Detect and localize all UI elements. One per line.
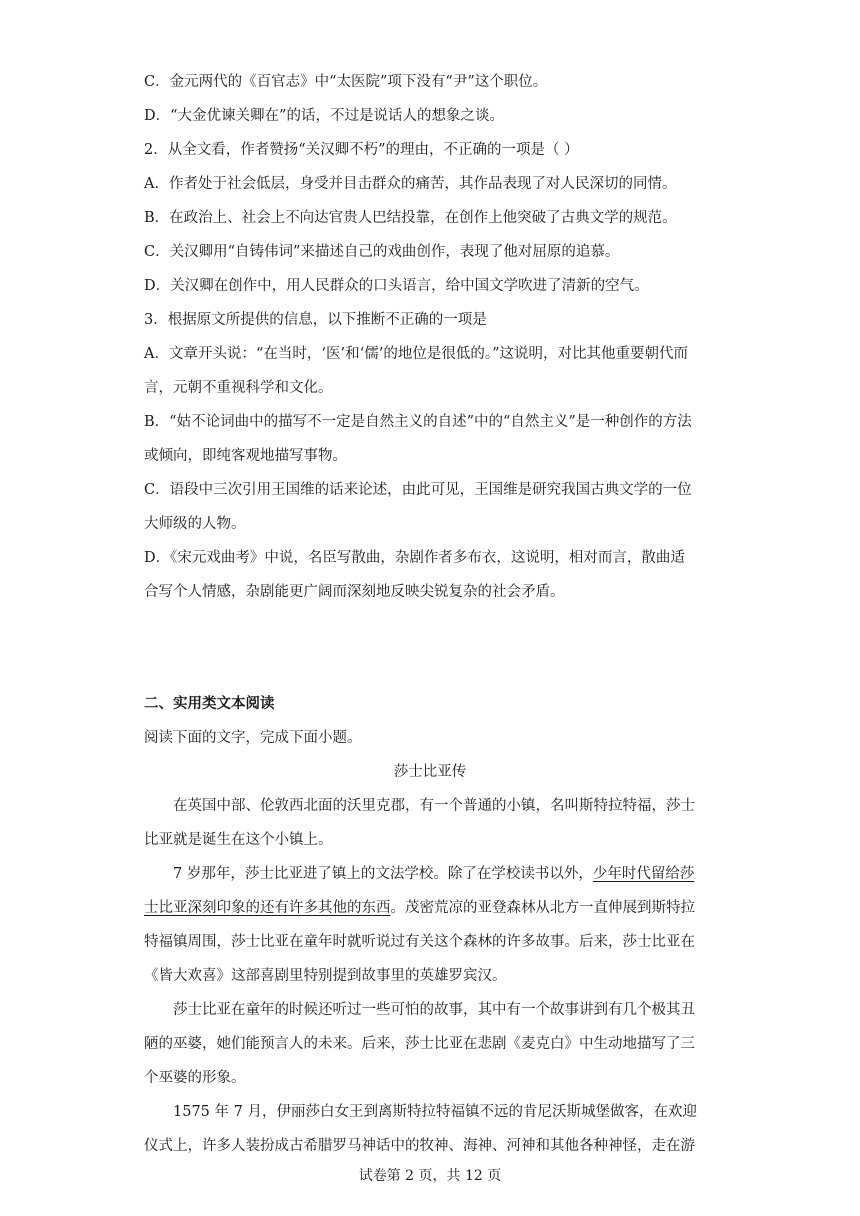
q3-option-d-line1: D．《宋元戏曲考》中说，名臣写散曲，杂剧作者多布衣，这说明，相对而言，散曲适 bbox=[144, 550, 685, 566]
paragraph-4-line1: 1575 年 7 月，伊丽莎白女王到离斯特拉特福镇不远的肯尼沃斯城堡做客，在欢迎 bbox=[173, 1104, 697, 1120]
q2-option-c: C．关汉卿用“自铸伟词”来描述自己的戏曲创作，表现了他对屈原的追慕。 bbox=[144, 244, 620, 260]
q3-option-b-line2: 或倾向，即纯客观地描写事物。 bbox=[144, 448, 347, 464]
paragraph-3-line3: 个巫婆的形象。 bbox=[144, 1070, 246, 1086]
paragraph-1-line1: 在英国中部、伦敦西北面的沃里克郡，有一个普通的小镇，名叫斯特拉特福，莎士 bbox=[173, 798, 695, 814]
q2-option-b: B．在政治上、社会上不向达官贵人巴结投靠，在创作上他突破了古典文学的规范。 bbox=[144, 210, 677, 226]
q3-option-c-line1: C．语段中三次引用王国维的话来论述，由此可见，王国维是研究我国古典文学的一位 bbox=[144, 482, 692, 498]
paragraph-1-line2: 比亚就是诞生在这个小镇上。 bbox=[144, 832, 333, 848]
q3-option-b-line1: B．“姑不论词曲中的描写不一定是自然主义的自述”中的“自然主义”是一种创作的方法 bbox=[144, 414, 692, 430]
q1-option-d: D．“大金优谏关卿在”的话，不过是说话人的想象之谈。 bbox=[144, 108, 504, 124]
q3-option-a-line1: A．文章开头说：“在当时，‘医’和‘儒’的地位是很低的。”这说明，对比其他重要朝代而 bbox=[144, 346, 688, 362]
q2-option-d: D．关汉卿在创作中，用人民群众的口头语言，给中国文学吹进了清新的空气。 bbox=[144, 278, 649, 294]
paragraph-3-line2: 陋的巫婆，她们能预言人的未来。后来，莎士比亚在悲剧《麦克白》中生动地描写了三 bbox=[144, 1036, 695, 1052]
q3-option-d-line2: 合写个人情感，杂剧能更广阔而深刻地反映尖锐复杂的社会矛盾。 bbox=[144, 584, 565, 600]
paragraph-2-line1 bbox=[173, 864, 753, 884]
section-instruction: 阅读下面的文字，完成下面小题。 bbox=[144, 730, 362, 746]
q2-option-a: A．作者处于社会低层，身受并目击群众的痛苦，其作品表现了对人民深切的同情。 bbox=[144, 176, 677, 192]
paragraph-2-line4: 《皆大欢喜》这部喜剧里特别提到故事里的英雄罗宾汉。 bbox=[144, 968, 507, 984]
passage-title: 莎士比亚传 bbox=[393, 764, 467, 780]
q1-option-c: C．金元两代的《百官志》中“太医院”项下没有“尹”这个职位。 bbox=[144, 74, 548, 90]
q3-option-a-line2: 言，元朝不重视科学和文化。 bbox=[144, 380, 333, 396]
paragraph-2-text-cont: 。茂密荒凉的亚登森林从北方一直伸展到斯特拉 bbox=[390, 900, 695, 916]
paragraph-2-line3: 特福镇周围，莎士比亚在童年时就听说过有关这个森林的许多故事。后来，莎士比亚在 bbox=[144, 934, 695, 950]
underlined-phrase-end: 士比亚深刻印象的还有许多其他的东西 bbox=[144, 900, 391, 916]
paragraph-2-line2 bbox=[144, 898, 724, 918]
paragraph-3-line1: 莎士比亚在童年的时候还听过一些可怕的故事，其中有一个故事讲到有几个极其丑 bbox=[173, 1002, 695, 1018]
paragraph-2-text: 7 岁那年，莎士比亚进了镇上的文法学校。除了在学校读书以外， bbox=[173, 866, 593, 882]
section-heading: 二、实用类文本阅读 bbox=[144, 696, 275, 712]
paragraph-4-line2: 仪式上，许多人装扮成古希腊罗马神话中的牧神、海神、河神和其他各种神怪，走在游 bbox=[144, 1138, 695, 1154]
underlined-phrase-start: 少年时代留给莎 bbox=[592, 866, 695, 882]
page-footer: 试卷第 2 页，共 12 页 bbox=[358, 1168, 502, 1184]
q2-stem: 2．从全文看，作者赞扬“关汉卿不朽”的理由，不正确的一项是（ ） bbox=[144, 142, 579, 158]
q3-stem: 3．根据原文所提供的信息，以下推断不正确的一项是 bbox=[144, 312, 487, 328]
q3-option-c-line2: 大师级的人物。 bbox=[144, 516, 246, 532]
